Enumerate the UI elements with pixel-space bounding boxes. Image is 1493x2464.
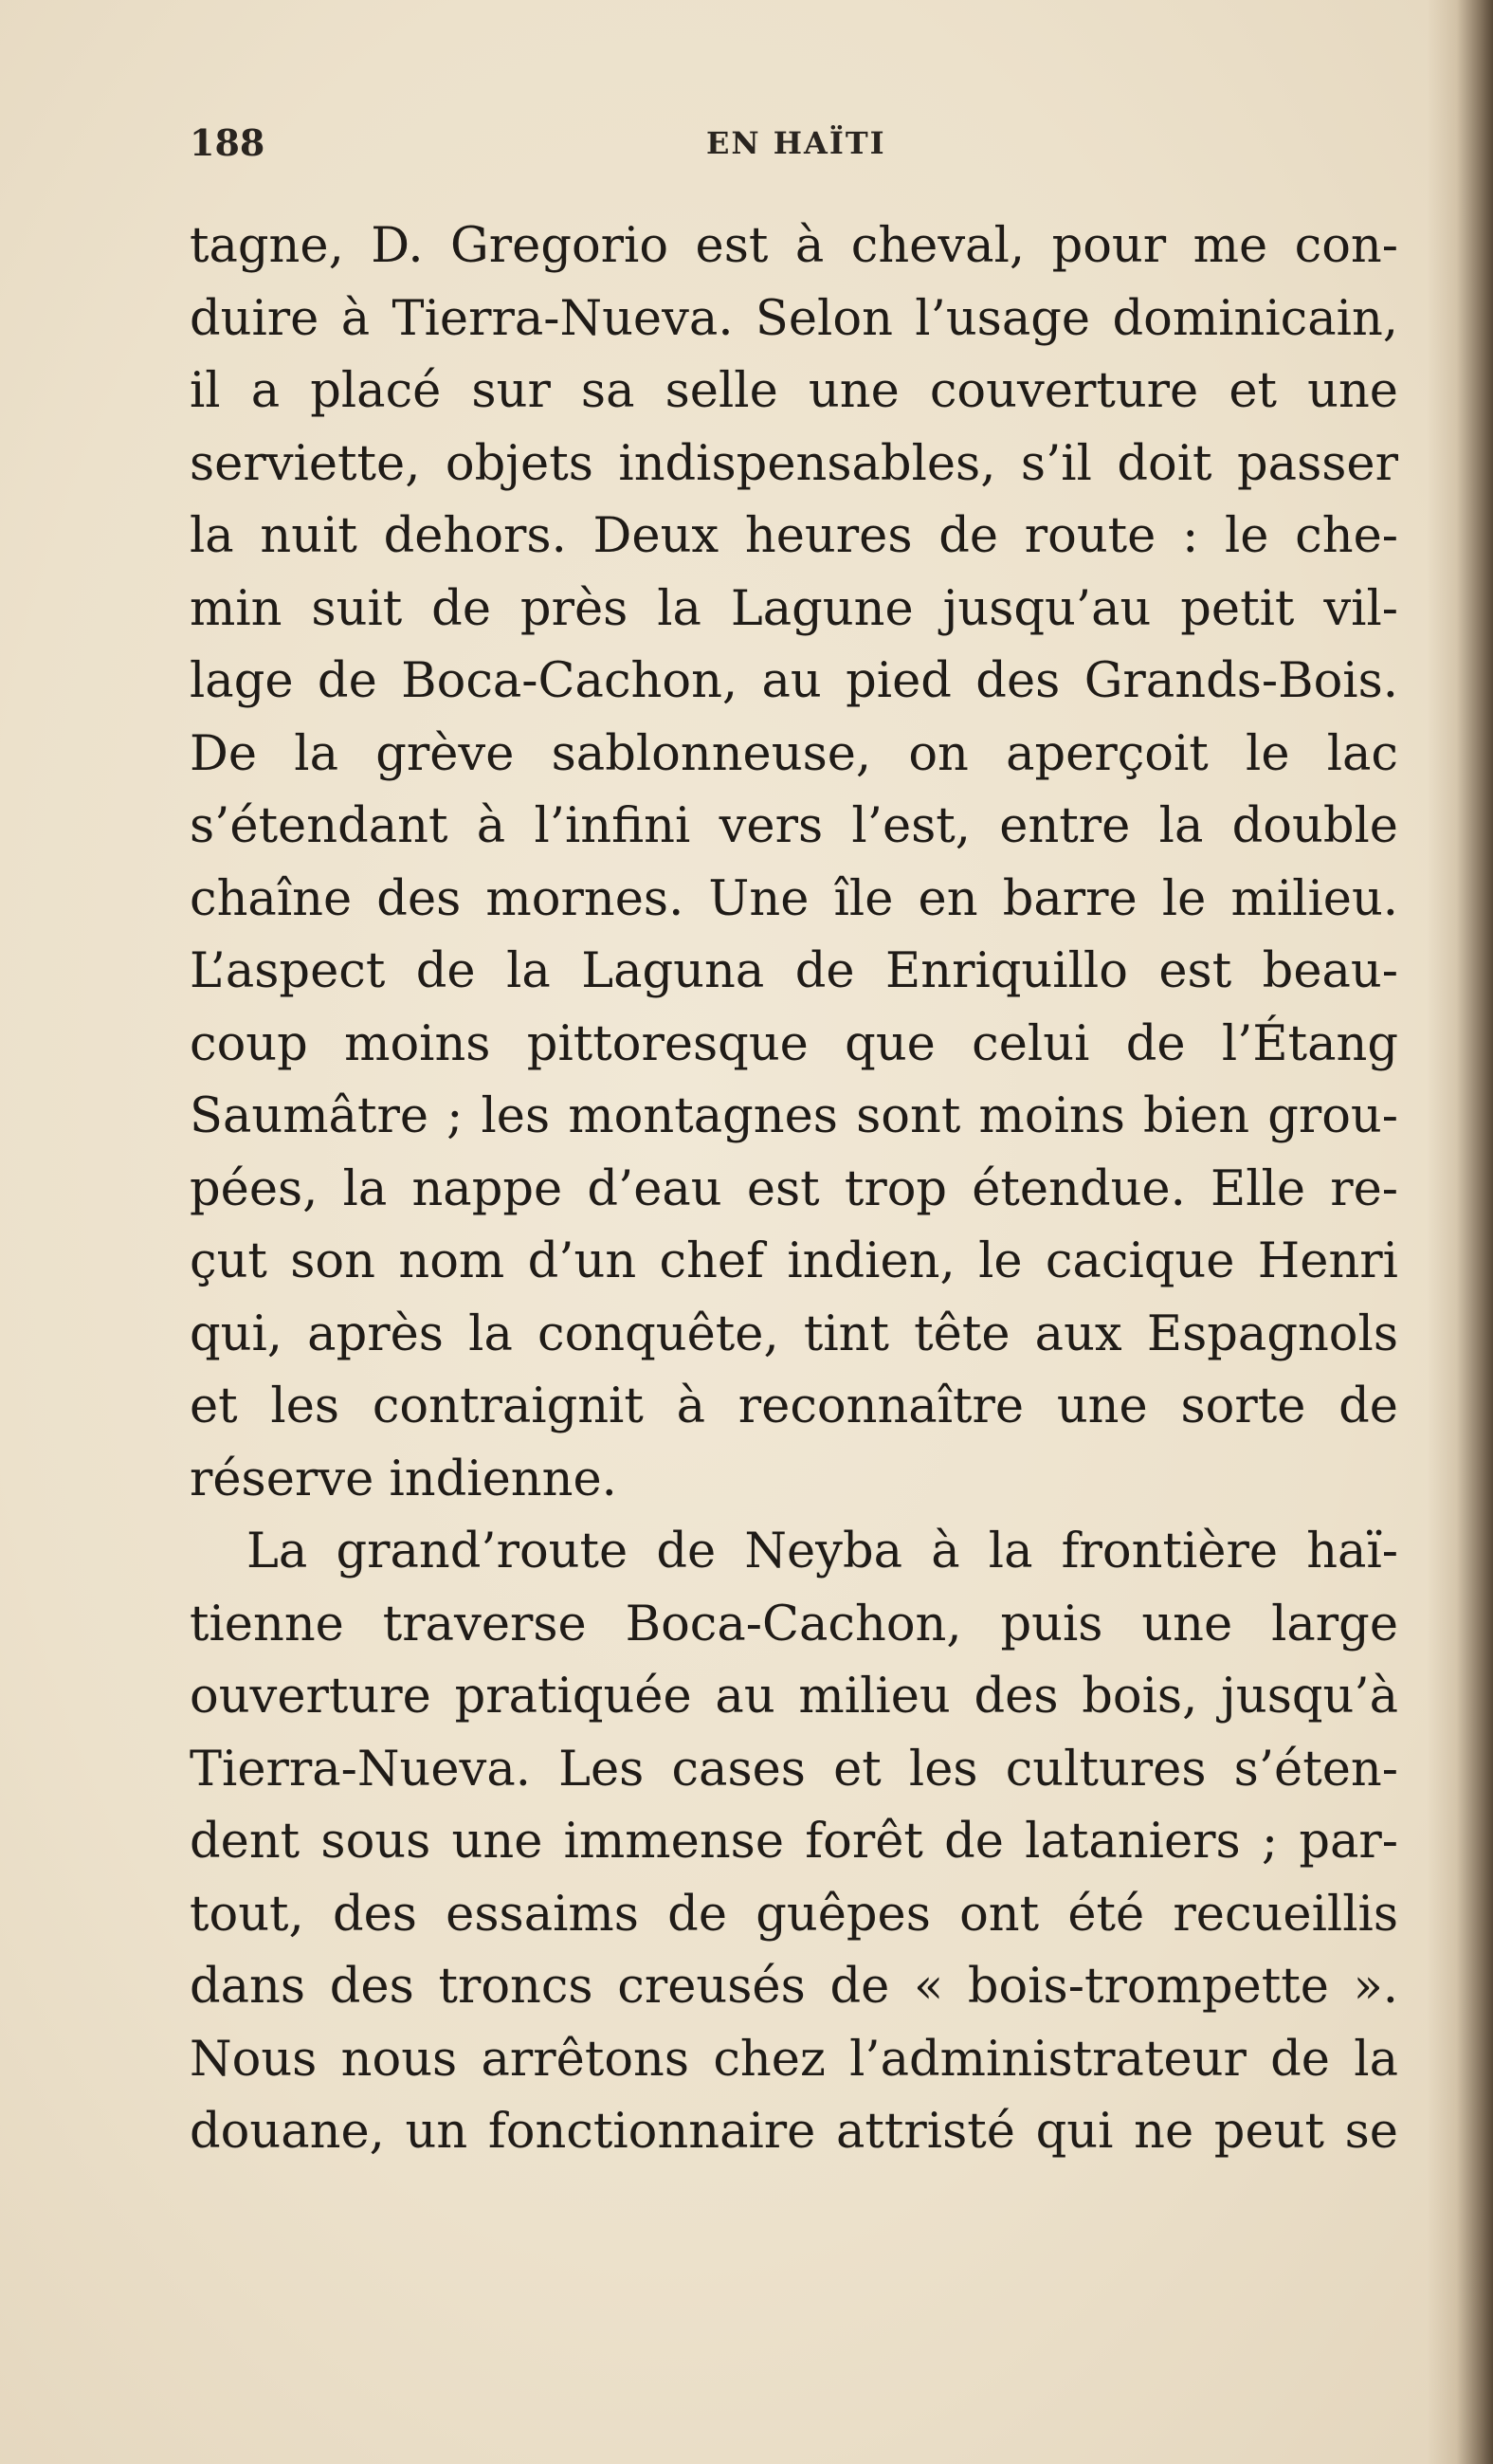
- text-line: Nous nous arrêtons chez l’administrateur de la: [190, 2031, 1398, 2088]
- text-line: qui, après la conquête, tint tête aux Espagnols: [190, 1305, 1398, 1362]
- text-line: min suit de près la Lagune jusqu’au petit vil-: [190, 580, 1398, 637]
- text-line: s’étendant à l’infini vers l’est, entre la double: [190, 798, 1398, 854]
- text-line: tagne, D. Gregorio est à cheval, pour me con-: [190, 218, 1398, 274]
- text-line: douane, un fonctionnaire attristé qui ne peut se: [190, 2104, 1398, 2160]
- text-line: serviette, objets indispensables, s’il doit passer: [190, 435, 1398, 492]
- running-head: EN HAÏTI: [706, 125, 886, 161]
- text-line: L’aspect de la Laguna de Enriquillo est beau-: [190, 943, 1398, 999]
- text-line: la nuit dehors. Deux heures de route : le che-: [190, 508, 1398, 564]
- page-number: 188: [190, 121, 265, 164]
- text-line: il a placé sur sa selle une couverture et une: [190, 363, 1398, 419]
- body-text: [190, 210, 1398, 2169]
- text-line: De la grève sablonneuse, on aperçoit le lac: [190, 725, 1398, 782]
- text-line: duire à Tierra-Nueva. Selon l’usage dominicain,: [190, 290, 1398, 347]
- text-line: Tierra-Nueva. Les cases et les cultures s’éten-: [190, 1741, 1398, 1798]
- text-line: tienne traverse Boca-Cachon, puis une large: [190, 1596, 1398, 1652]
- text-line: chaîne des mornes. Une île en barre le milieu.: [190, 870, 1398, 927]
- text-line: dans des troncs creusés de « bois-trompette ».: [190, 1959, 1398, 2015]
- text-line: et les contraignit à reconnaître une sorte de: [190, 1378, 1398, 1434]
- text-line: çut son nom d’un chef indien, le cacique Henri: [190, 1233, 1398, 1289]
- text-line: dent sous une immense forêt de lataniers ; par-: [190, 1814, 1398, 1870]
- page-header: [190, 121, 1398, 169]
- text-line: pées, la nappe d’eau est trop étendue. Elle re-: [190, 1160, 1398, 1217]
- page-gutter-shadow: [1427, 0, 1493, 2464]
- text-line: réserve indienne.: [190, 1451, 617, 1507]
- text-line: ouverture pratiquée au milieu des bois, jusqu’à: [190, 1669, 1398, 1725]
- text-line: lage de Boca-Cachon, au pied des Grands-Bois.: [190, 653, 1398, 709]
- text-line: coup moins pittoresque que celui de l’Étang: [190, 1015, 1398, 1072]
- text-line: Saumâtre ; les montagnes sont moins bien grou-: [190, 1088, 1398, 1144]
- text-line: tout, des essaims de guêpes ont été recueillis: [190, 1886, 1398, 1943]
- text-line: La grand’route de Neyba à la frontière haï-: [246, 1524, 1398, 1579]
